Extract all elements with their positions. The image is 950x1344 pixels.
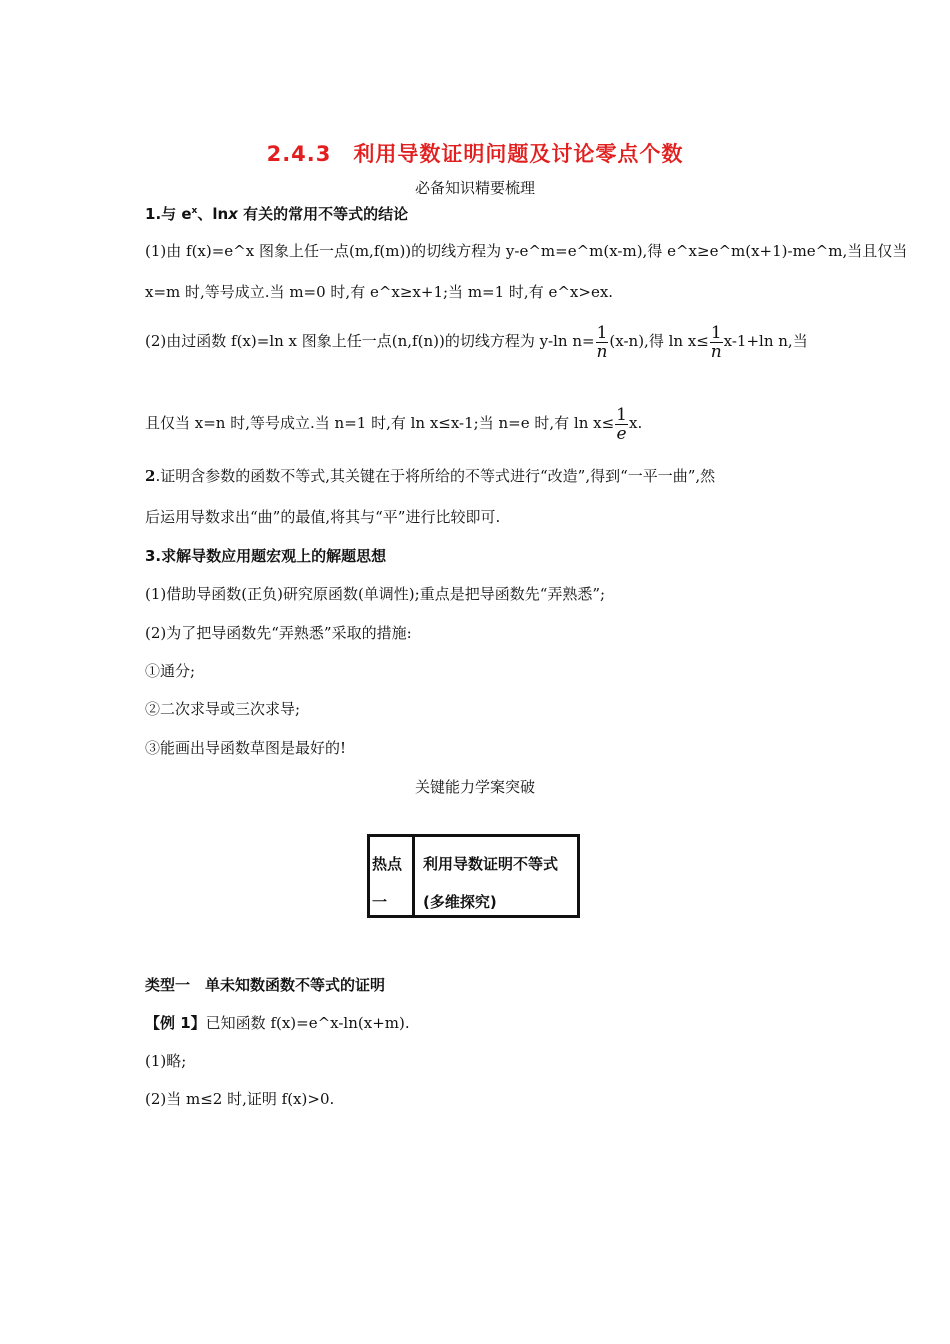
page-title: 2.4.3 利用导数证明问题及讨论零点个数	[266, 142, 684, 166]
fraction-numerator: 1	[596, 322, 608, 343]
heading-1-sup: x	[191, 206, 198, 216]
fraction-numerator: 1	[616, 404, 627, 425]
paragraph-2a-pre: (2)由过函数	[145, 332, 232, 350]
heading-1-var: x	[228, 205, 238, 223]
paragraph-2a-after1: (x-n),得 ln x≤	[609, 332, 709, 350]
section-heading-knowledge: 必备知识精要梳理	[414, 179, 535, 197]
paragraph-2a-mid: f(x)=ln x 图象上任一点(n,f(n))的切线方程为 y-ln n=	[231, 332, 595, 350]
heading-3: 3.求解导数应用题宏观上的解题思想	[145, 547, 387, 565]
heading-1-post: 、ln	[197, 205, 229, 223]
paragraph-4: (2)为了把导函数先“弄熟悉”采取的措施:	[145, 624, 412, 642]
paragraph-2b	[145, 404, 642, 443]
paragraph-h2a	[145, 465, 715, 487]
fraction-numerator: 1	[710, 322, 722, 343]
fraction-denominator: n	[710, 341, 722, 362]
paragraph-h2b: 后运用导数求出“曲”的最值,将其与“平”进行比较即可.	[145, 508, 501, 526]
paragraph-1b: x=m 时,等号成立.当 m=0 时,有 e^x≥x+1;当 m=1 时,有 e^x>ex.	[145, 283, 614, 301]
paragraph-2b-post: x.	[628, 414, 643, 432]
hot-topic-label	[370, 837, 415, 915]
hot-topic-box	[367, 834, 580, 918]
hot-topic-title-line1: 利用导数证明不等式	[423, 855, 559, 873]
paragraph-2a	[145, 322, 808, 361]
paragraph-3: (1)借助导函数(正负)研究原函数(单调性);重点是把导函数先“弄熟悉”;	[145, 585, 606, 603]
paragraph-2a-after2: x-1+ln n,当	[723, 332, 808, 350]
example-1-part-1: (1)略;	[145, 1052, 187, 1070]
example-text: 已知函数 f(x)=e^x-ln(x+m).	[205, 1014, 410, 1032]
fraction-1-over-n-2	[710, 324, 723, 361]
fraction-denominator: e	[616, 423, 627, 444]
example-1	[145, 1012, 410, 1034]
list-item-1: ①通分;	[145, 662, 196, 680]
heading-2-text: .证明含参数的函数不等式,其关键在于将所给的不等式进行“改造”,得到“一平一曲”,然	[155, 467, 716, 485]
fraction-1-over-e	[615, 406, 628, 443]
heading-1-pre: .与 e	[155, 205, 192, 223]
section-heading-ability: 关键能力学案突破	[414, 778, 535, 796]
hot-topic-label-line2: 一	[372, 893, 388, 911]
paragraph-2b-pre: 且仅当 x=n 时,等号成立.当 n=1 时,有 ln x≤x-1;当 n=e 时,有 ln x≤	[145, 414, 615, 432]
list-item-2: ②二次求导或三次求导;	[145, 700, 301, 718]
fraction-denominator: n	[596, 341, 608, 362]
example-label: 【例 1】	[145, 1014, 206, 1032]
heading-1-number: 1	[145, 205, 156, 223]
hot-topic-label-line1: 热点	[372, 855, 403, 873]
hot-topic-title-line2: (多维探究)	[423, 893, 497, 911]
hot-topic-title	[415, 837, 577, 915]
heading-1	[145, 203, 408, 225]
fraction-1-over-n	[596, 324, 609, 361]
heading-2-number: 2	[145, 467, 156, 485]
heading-1-tail: 有关的常用不等式的结论	[237, 205, 409, 223]
example-1-part-2: (2)当 m≤2 时,证明 f(x)>0.	[145, 1090, 335, 1108]
type-heading: 类型一 单未知数函数不等式的证明	[145, 976, 386, 994]
list-item-3: ③能画出导函数草图是最好的!	[145, 739, 347, 757]
paragraph-1a: (1)由 f(x)=e^x 图象上任一点(m,f(m))的切线方程为 y-e^m=e^m(x-m),得 e^x≥e^m(x+1)-me^m,当且仅当	[145, 242, 908, 260]
